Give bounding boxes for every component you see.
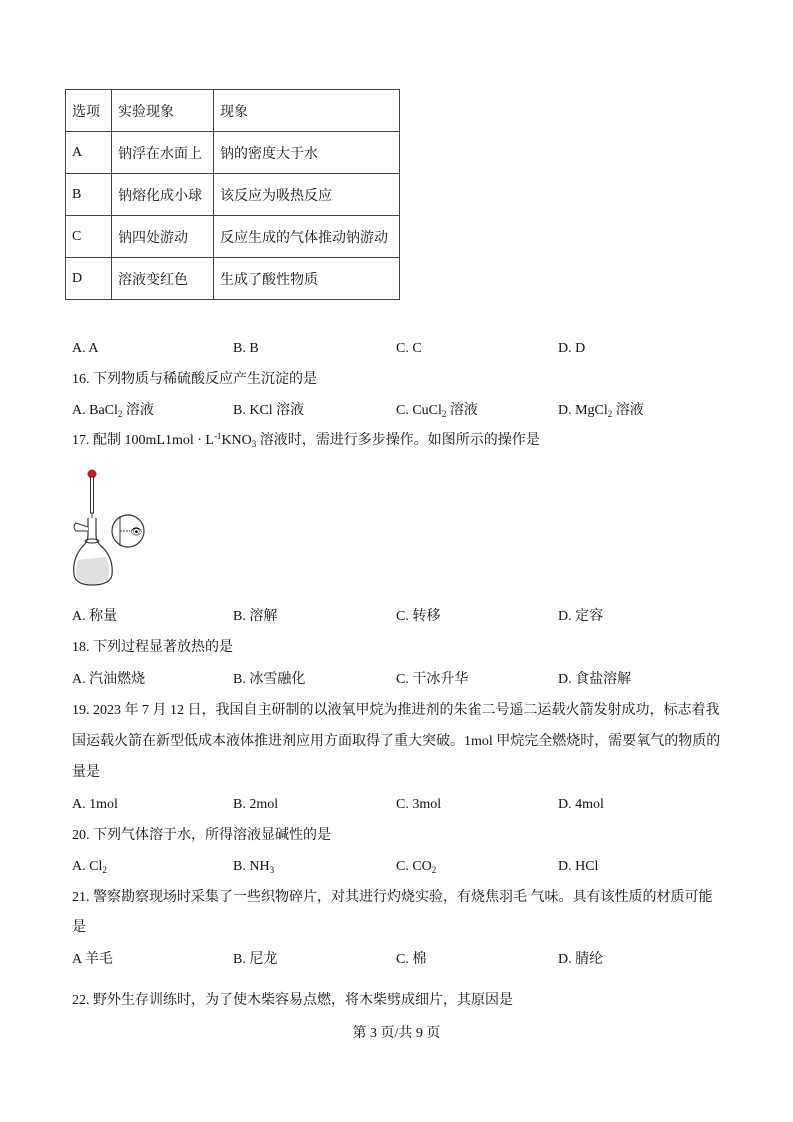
question-19-line: 量是 bbox=[72, 765, 100, 780]
option-b: B. KCl 溶液 bbox=[233, 403, 305, 418]
table-cell: 生成了酸性物质 bbox=[214, 258, 400, 300]
question-16-stem: 16. 下列物质与稀硫酸反应产生沉淀的是 bbox=[72, 372, 317, 387]
table-header-row bbox=[66, 90, 400, 132]
option-d: D. 定容 bbox=[558, 609, 604, 624]
table-header: 现象 bbox=[214, 90, 400, 132]
option-d: D. D bbox=[558, 341, 586, 356]
volumetric-flask-figure bbox=[66, 465, 150, 591]
table-cell: B bbox=[66, 174, 112, 216]
table-cell: 溶液变红色 bbox=[112, 258, 214, 300]
option-b: B. B bbox=[233, 341, 259, 356]
option-b: B. 2mol bbox=[233, 797, 279, 812]
option-d: D. MgCl$_2$ 溶液 bbox=[558, 403, 644, 419]
table-cell: 钠熔化成小球 bbox=[112, 174, 214, 216]
table-cell: 钠的密度大于水 bbox=[214, 132, 400, 174]
table-row bbox=[66, 258, 400, 300]
table-row bbox=[66, 174, 400, 216]
eye-icon: 👁 bbox=[130, 527, 143, 538]
option-b: B. 尼龙 bbox=[233, 952, 278, 967]
option-a: A 羊毛 bbox=[72, 952, 113, 967]
option-c: C. $CO_2$ bbox=[396, 859, 437, 875]
question-19-line: 19. 2023 年 7 月 12 日，我国自主研制的以液氧甲烷为推进剂的朱雀二号遥二运载火箭发射成功，标志着我 bbox=[72, 703, 720, 718]
page-footer: 第 3 页/共 9 页 bbox=[352, 1026, 441, 1041]
option-a: A. $Cl_2$ bbox=[72, 859, 107, 875]
question-17-stem: 17. 配制 $100mL1mol \cdot L^{-1}KNO_3$ 溶液时，需进行多步操作。如图所示的操作是 bbox=[72, 431, 540, 449]
option-d: D. HCl bbox=[558, 859, 599, 874]
table-cell: 反应生成的气体推动钠游动 bbox=[214, 216, 400, 258]
table-cell: 钠浮在水面上 bbox=[112, 132, 214, 174]
table-cell: 该反应为吸热反应 bbox=[214, 174, 400, 216]
table-header: 实验现象 bbox=[112, 90, 214, 132]
option-a: A. 称量 bbox=[72, 609, 118, 624]
question-19-line: 国运载火箭在新型低成本液体推进剂应用方面取得了重大突破。1mol 甲烷完全燃烧时，需要氧气的物质的 bbox=[72, 734, 721, 749]
table-row bbox=[66, 216, 400, 258]
option-c: C. CuCl$_2$ 溶液 bbox=[396, 403, 478, 419]
option-c: C. 棉 bbox=[396, 952, 427, 967]
table-header: 选项 bbox=[66, 90, 112, 132]
table-cell: C bbox=[66, 216, 112, 258]
question-21-line: 是 bbox=[72, 920, 86, 935]
question-18-stem: 18. 下列过程显著放热的是 bbox=[72, 640, 233, 655]
option-c: C. 3mol bbox=[396, 797, 442, 812]
option-a: A. A bbox=[72, 341, 99, 356]
question-22-stem: 22. 野外生存训练时，为了使木柴容易点燃，将木柴劈成细片，其原因是 bbox=[72, 993, 513, 1008]
option-d: D. 4mol bbox=[558, 797, 604, 812]
table-row bbox=[66, 132, 400, 174]
option-b: B. 冰雪融化 bbox=[233, 672, 306, 687]
option-a: A. 1mol bbox=[72, 797, 118, 812]
question-20-stem: 20. 下列气体溶于水，所得溶液显碱性的是 bbox=[72, 828, 331, 843]
option-c: C. 转移 bbox=[396, 609, 441, 624]
option-a: A. BaCl$_2$ 溶液 bbox=[72, 403, 154, 419]
option-d: D. 食盐溶解 bbox=[558, 672, 632, 687]
option-a: A. 汽油燃烧 bbox=[72, 672, 146, 687]
table-cell: 钠四处游动 bbox=[112, 216, 214, 258]
option-c: C. C bbox=[396, 341, 422, 356]
option-c: C. 干冰升华 bbox=[396, 672, 469, 687]
table-cell: D bbox=[66, 258, 112, 300]
experiment-table bbox=[65, 89, 400, 300]
option-d: D. 腈纶 bbox=[558, 952, 604, 967]
table-cell: A bbox=[66, 132, 112, 174]
option-b: B. 溶解 bbox=[233, 609, 278, 624]
option-b: B. $NH_3$ bbox=[233, 859, 275, 875]
question-21-line: 21. 警察勘察现场时采集了一些织物碎片，对其进行灼烧实验，有烧焦羽毛 气味。具有该性质的材质可能 bbox=[72, 890, 713, 905]
